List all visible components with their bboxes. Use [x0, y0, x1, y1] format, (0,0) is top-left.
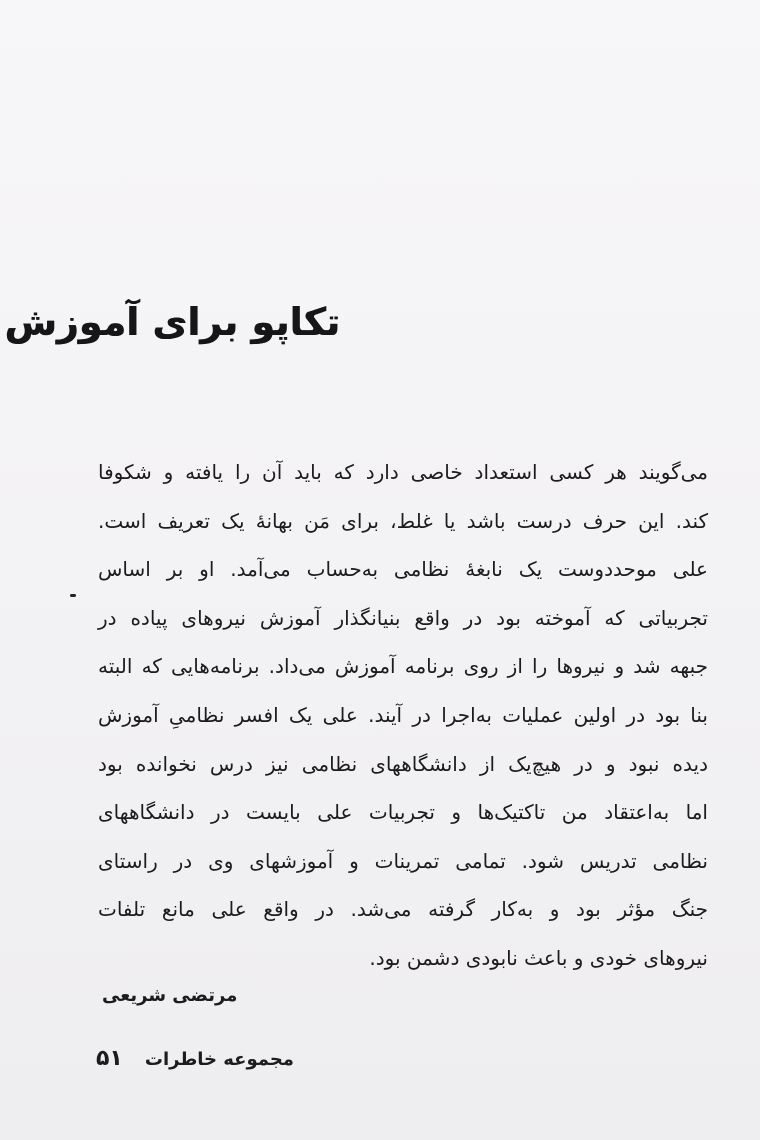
- paragraph-line: اما به‌اعتقاد من تاکتیک‌ها و تجربیات علی بایست در دانشگاههای: [98, 800, 708, 825]
- paragraph-line: دیده نبود و در هیچ‌یک از دانشگاههای نظامی نیز درس نخوانده بود: [98, 751, 708, 776]
- page-number: ۵۱: [96, 1046, 123, 1071]
- chapter-title: تکاپو برای آموزش: [4, 300, 340, 344]
- ink-speck: [70, 594, 76, 597]
- paragraph-line: نیروهای خودی و باعث نابودی دشمن بود.: [369, 945, 708, 970]
- paragraph-line: جبهه شد و نیروها را از روی برنامه آموزش می‌داد. برنامه‌هایی که البته: [98, 654, 708, 679]
- paragraph-line: می‌گویند هر کسی استعداد خاصی دارد که باید آن را یافته و شکوفا: [98, 460, 708, 484]
- paragraph-line: بنا بود در اولین عملیات به‌اجرا در آیند. علی یک افسر نظامیِ آموزش: [98, 702, 708, 727]
- collection-title: مجموعه خاطرات: [144, 1049, 294, 1070]
- memoir-paragraph: [98, 452, 708, 987]
- paragraph-line: تجربیاتی که آموخته بود در واقع بنیانگذار آموزش نیروهای پیاده در: [98, 605, 708, 630]
- paragraph-line: نظامی تدریس شود. تمامی تمرینات و آموزشهای وی در راستای: [98, 848, 708, 873]
- paragraph-line: کند. این حرف درست باشد یا غلط، برای مَن بهانهٔ یک تعریف است.: [98, 508, 708, 533]
- paragraph-line: علی موحددوست یک نابغهٔ نظامی به‌حساب می‌آمد. او بر اساس: [98, 557, 708, 582]
- author-name: مرتضی شریعی: [102, 985, 238, 1006]
- paragraph-line: جنگ مؤثر بود و به‌کار گرفته می‌شد. در واقع علی مانع تلفات: [98, 897, 708, 922]
- page-footer: [96, 1046, 294, 1071]
